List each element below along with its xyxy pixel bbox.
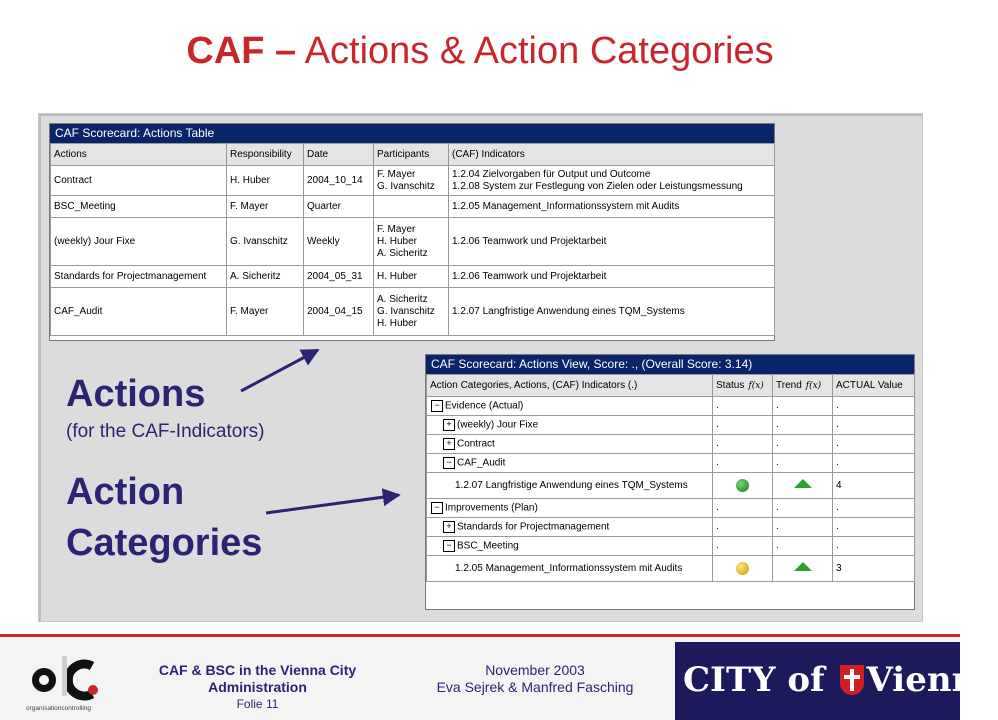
- slide-title-rest: Actions & Action Categories: [296, 30, 774, 72]
- cell-responsibility: H. Huber: [227, 166, 304, 196]
- view-column-header-label: Status: [716, 379, 745, 391]
- expand-icon[interactable]: +: [443, 438, 455, 450]
- status-value: .: [716, 400, 719, 411]
- actual-value: 4: [836, 479, 842, 491]
- cell-action: (weekly) Jour Fixe: [51, 218, 227, 266]
- tree-label: 1.2.05 Management_Informationssystem mit Audits: [455, 562, 683, 574]
- column-header-participants[interactable]: Participants: [374, 144, 449, 166]
- footer-page-number: Folie 11: [236, 697, 279, 711]
- slide-title-bold: CAF –: [186, 30, 297, 72]
- tree-label: Evidence (Actual): [445, 400, 524, 412]
- arrow-to-actions-table: [241, 350, 318, 391]
- tree-label: Contract: [457, 438, 495, 450]
- footer-left: [130, 662, 385, 713]
- cell-indicators: 1.2.05 Management_Informationssystem mit Audits: [449, 196, 775, 218]
- cell-date: 2004_05_31: [304, 266, 374, 288]
- actions-view-title: CAF Scorecard: Actions View, Score: ., (Overall Score: 3.14): [426, 355, 914, 374]
- city-of-vienna-wordmark: [683, 660, 998, 700]
- trend-value: .: [776, 540, 779, 551]
- collapse-icon[interactable]: −: [431, 400, 443, 412]
- actual-value: .: [836, 438, 839, 449]
- cell-date: 2004_04_15: [304, 288, 374, 336]
- view-column-header-label: ACTUAL Value: [836, 379, 903, 391]
- tree-label: CAF_Audit: [457, 457, 506, 469]
- cell-date: 2004_10_14: [304, 166, 374, 196]
- status-value: .: [716, 502, 719, 513]
- organisation-controlling-logo: [22, 652, 112, 716]
- trend-value: .: [776, 521, 779, 532]
- actual-value: .: [836, 419, 839, 430]
- status-value: .: [716, 457, 719, 468]
- vienna-shield-icon: [840, 665, 864, 695]
- trend-value: .: [776, 438, 779, 449]
- function-icon: f(x): [748, 380, 764, 391]
- footer-middle: [400, 662, 670, 696]
- footer-left-line2: Administration: [208, 679, 307, 695]
- cell-participants: H. Huber: [374, 266, 449, 288]
- actual-value: 3: [836, 562, 842, 574]
- actions-table-title: CAF Scorecard: Actions Table: [50, 124, 774, 143]
- status-value: .: [716, 419, 719, 430]
- tree-label: 1.2.07 Langfristige Anwendung eines TQM_Systems: [455, 479, 688, 491]
- cell-participants: F. Mayer H. Huber A. Sicheritz: [374, 218, 449, 266]
- trend-value: .: [776, 502, 779, 513]
- status-value: .: [716, 540, 719, 551]
- tree-label: BSC_Meeting: [457, 540, 519, 552]
- cell-indicators: 1.2.07 Langfristige Anwendung eines TQM_Systems: [449, 288, 775, 336]
- cell-indicators: 1.2.06 Teamwork und Projektarbeit: [449, 218, 775, 266]
- status-value: .: [716, 521, 719, 532]
- cell-action: Standards for Projectmanagement: [51, 266, 227, 288]
- cell-indicators: 1.2.06 Teamwork und Projektarbeit: [449, 266, 775, 288]
- actual-value: .: [836, 521, 839, 532]
- cell-indicators: 1.2.04 Zielvorgaben für Output und Outcome 1.2.08 System zur Festlegung von Zielen oder Leistungsmessung: [449, 166, 775, 196]
- trend-value: .: [776, 419, 779, 430]
- callout-actions-sub: (for the CAF-Indicators): [66, 421, 265, 442]
- city-of-vienna-logo: [675, 642, 998, 720]
- vienna-text-b: Vienna: [866, 660, 998, 700]
- collapse-icon[interactable]: −: [443, 457, 455, 469]
- footer-authors: Eva Sejrek & Manfred Fasching: [436, 679, 634, 695]
- actual-value: .: [836, 502, 839, 513]
- collapse-icon[interactable]: −: [443, 540, 455, 552]
- cell-action: BSC_Meeting: [51, 196, 227, 218]
- logo-caption: organisationcontrolling: [26, 705, 92, 712]
- cell-date: Weekly: [304, 218, 374, 266]
- expand-icon[interactable]: +: [443, 521, 455, 533]
- column-header-date[interactable]: Date: [304, 144, 374, 166]
- actual-value: .: [836, 540, 839, 551]
- tree-label: Improvements (Plan): [445, 502, 538, 514]
- cell-responsibility: F. Mayer: [227, 196, 304, 218]
- cell-responsibility: F. Mayer: [227, 288, 304, 336]
- callout-categories-line2: Categories: [66, 522, 263, 564]
- footer-date: November 2003: [485, 662, 585, 678]
- collapse-icon[interactable]: −: [431, 502, 443, 514]
- arrow-to-actions-view: [266, 495, 399, 513]
- tree-label: (weekly) Jour Fixe: [457, 419, 539, 431]
- column-header-responsibility[interactable]: Responsibility: [227, 144, 304, 166]
- cell-responsibility: A. Sicheritz: [227, 266, 304, 288]
- callout-actions: Actions: [66, 373, 206, 415]
- cell-date: Quarter: [304, 196, 374, 218]
- view-column-header-label: Action Categories, Actions, (CAF) Indicators (.): [430, 379, 638, 391]
- expand-icon[interactable]: +: [443, 419, 455, 431]
- view-column-header-label: Trend: [776, 379, 802, 391]
- trend-value: .: [776, 400, 779, 411]
- cell-responsibility: G. Ivanschitz: [227, 218, 304, 266]
- cell-participants: A. Sicheritz G. Ivanschitz H. Huber: [374, 288, 449, 336]
- cell-action: CAF_Audit: [51, 288, 227, 336]
- footer-left-line1: CAF & BSC in the Vienna City: [158, 662, 357, 678]
- actual-value: .: [836, 457, 839, 468]
- column-header-actions[interactable]: Actions: [51, 144, 227, 166]
- actual-value: .: [836, 400, 839, 411]
- column-header-indicators[interactable]: (CAF) Indicators: [449, 144, 775, 166]
- cell-action: Contract: [51, 166, 227, 196]
- cell-participants: F. Mayer G. Ivanschitz: [374, 166, 449, 196]
- tree-label: Standards for Projectmanagement: [457, 521, 610, 533]
- vienna-text-a: CITY of: [683, 660, 837, 700]
- function-icon: f(x): [805, 380, 822, 391]
- callout-categories-line1: Action: [66, 471, 185, 513]
- trend-value: .: [776, 457, 779, 468]
- status-value: .: [716, 438, 719, 449]
